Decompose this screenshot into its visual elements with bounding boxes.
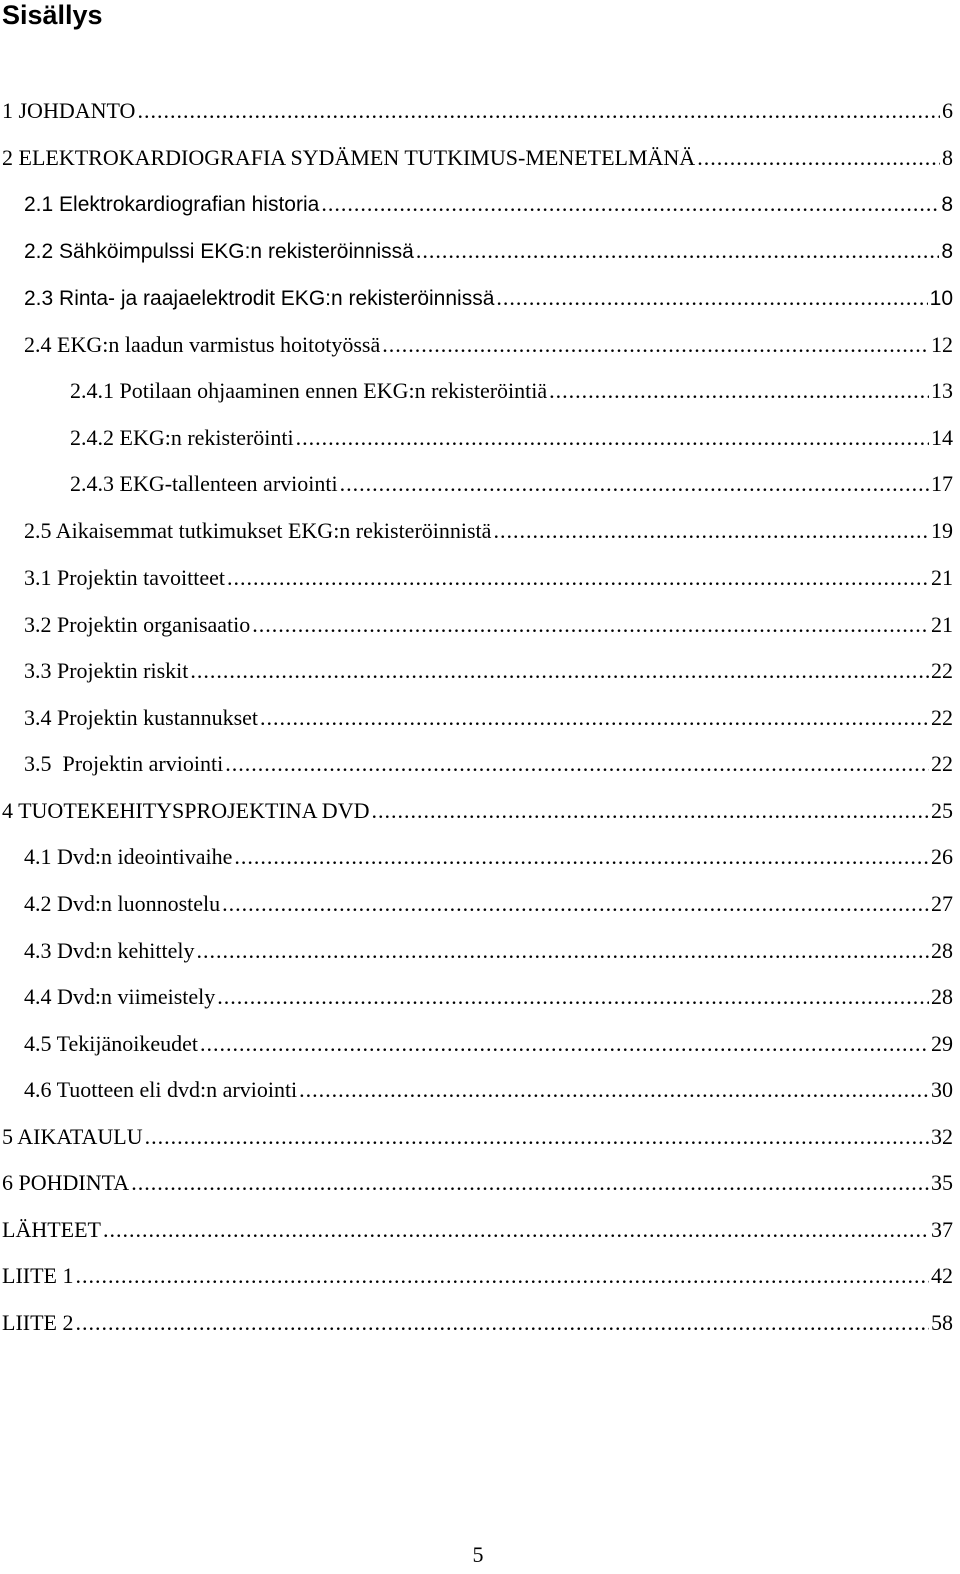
toc-entry-label: 3.2 Projektin organisaatio [24, 612, 251, 637]
toc-entry-page: 26 [931, 844, 953, 869]
toc-entry[interactable] [0, 564, 953, 592]
toc-entry-page: 42 [931, 1263, 953, 1288]
toc-entry-page: 21 [931, 612, 953, 637]
toc-entry-page: 35 [931, 1170, 953, 1195]
toc-dot-leader [260, 704, 929, 732]
toc-entry-label: 2.5 Aikaisemmat tutkimukset EKG:n rekisteröinnistä [24, 518, 492, 543]
toc-entry-page: 21 [931, 565, 953, 590]
toc-dot-leader [382, 331, 929, 359]
toc-dot-leader [549, 377, 929, 405]
toc-dot-leader [137, 97, 940, 125]
toc-dot-leader [222, 890, 929, 918]
toc-entry-label: LIITE 1 [2, 1263, 74, 1288]
toc-entry-label: 4.2 Dvd:n luonnostelu [24, 891, 221, 916]
toc-entry-page: 30 [931, 1077, 953, 1102]
toc-title: Sisällys [2, 0, 103, 30]
toc-entry-page: 6 [942, 98, 953, 123]
toc-entry-page: 22 [931, 751, 953, 776]
toc-entry[interactable] [0, 1030, 953, 1058]
toc-dot-leader [217, 983, 929, 1011]
toc-entry-label: 3.4 Projektin kustannukset [24, 705, 259, 730]
toc-dot-leader [299, 1076, 929, 1104]
toc-entry-label: 4.3 Dvd:n kehittely [24, 938, 195, 963]
toc-entry-page: 27 [931, 891, 953, 916]
toc-entry-page: 32 [931, 1124, 953, 1149]
toc-entry-page: 14 [931, 425, 953, 450]
toc-entry-label: 3.1 Projektin tavoitteet [24, 565, 226, 590]
toc-entry[interactable] [0, 144, 953, 172]
toc-entry-label: 4 TUOTEKEHITYSPROJEKTINA DVD [2, 798, 370, 823]
toc-entry[interactable] [0, 470, 953, 498]
page-number: 5 [472, 1542, 484, 1567]
toc-entry-page: 19 [931, 518, 953, 543]
toc-entry-page: 17 [931, 471, 953, 496]
toc-entry-label: 2.4.3 EKG-tallenteen arviointi [70, 471, 338, 496]
toc-dot-leader [371, 797, 929, 825]
toc-dot-leader [131, 1169, 929, 1197]
toc-entry-page: 8 [941, 240, 953, 263]
toc-entry[interactable] [0, 284, 953, 313]
toc-entry[interactable] [0, 377, 953, 405]
toc-entry[interactable] [0, 1169, 953, 1197]
toc-entry[interactable] [0, 611, 953, 639]
toc-entry-page: 8 [941, 193, 953, 216]
toc-dot-leader [321, 190, 939, 218]
toc-entry[interactable] [0, 937, 953, 965]
toc-entry-page: 10 [929, 287, 953, 310]
toc-dot-leader [103, 1216, 929, 1244]
toc-dot-leader [234, 843, 929, 871]
toc-entry-label: 5 AIKATAULU [2, 1124, 143, 1149]
toc-entry[interactable] [0, 750, 953, 778]
toc-entry-page: 22 [931, 705, 953, 730]
toc-entry[interactable] [0, 657, 953, 685]
toc-entry-label: 4.5 Tekijänoikeudet [24, 1031, 199, 1056]
toc-entry-label: 4.4 Dvd:n viimeistely [24, 984, 216, 1009]
toc-entry[interactable] [0, 97, 953, 125]
toc-entry-label: 2.2 Sähköimpulssi EKG:n rekisteröinnissä [24, 240, 414, 263]
toc-entry-label: 6 POHDINTA [2, 1170, 130, 1195]
toc-entry-page: 28 [931, 984, 953, 1009]
toc-dot-leader [75, 1309, 929, 1337]
toc-entry-page: 28 [931, 938, 953, 963]
toc-dot-leader [697, 144, 940, 172]
toc-dot-leader [75, 1262, 929, 1290]
toc-entry-page: 13 [931, 378, 953, 403]
toc-entry[interactable] [0, 331, 953, 359]
toc-dot-leader [190, 657, 929, 685]
toc-entry-page: 29 [931, 1031, 953, 1056]
toc-entry[interactable] [0, 190, 953, 219]
toc-dot-leader [200, 1030, 929, 1058]
toc-entry[interactable] [0, 890, 953, 918]
toc-entry-label: 1 JOHDANTO [2, 98, 136, 123]
toc-entry-label: 3.3 Projektin riskit [24, 658, 189, 683]
toc-entry-label: 3.5 Projektin arviointi [24, 751, 224, 776]
toc-entry-label: LIITE 2 [2, 1310, 74, 1335]
toc-entry[interactable] [0, 1216, 953, 1244]
toc-dot-leader [252, 611, 929, 639]
toc-entry-label: 2.3 Rinta- ja raajaelektrodit EKG:n rekisteröinnissä [24, 287, 495, 310]
toc-entry-page: 22 [931, 658, 953, 683]
toc-entry-label: 2 ELEKTROKARDIOGRAFIA SYDÄMEN TUTKIMUS-MENETELMÄNÄ [2, 145, 696, 170]
toc-entry-label: 2.4.2 EKG:n rekisteröinti [70, 425, 294, 450]
toc-entry[interactable] [0, 237, 953, 266]
toc-entry-label: 2.1 Elektrokardiografian historia [24, 193, 320, 216]
toc-dot-leader [196, 937, 929, 965]
toc-dot-leader [496, 284, 927, 312]
toc-entry-label: 4.6 Tuotteen eli dvd:n arviointi [24, 1077, 298, 1102]
toc-dot-leader [227, 564, 929, 592]
toc-entry-label: 2.4.1 Potilaan ohjaaminen ennen EKG:n rekisteröintiä [70, 378, 548, 403]
toc-dot-leader [225, 750, 929, 778]
toc-entry[interactable] [0, 1262, 953, 1290]
toc-entry[interactable] [0, 517, 953, 545]
toc-dot-leader [145, 1123, 929, 1151]
toc-entry[interactable] [0, 843, 953, 871]
toc-entry[interactable] [0, 704, 953, 732]
toc-entry[interactable] [0, 983, 953, 1011]
toc-entry-page: 8 [942, 145, 953, 170]
toc-entry-page: 37 [931, 1217, 953, 1242]
toc-entry-page: 58 [931, 1310, 953, 1335]
toc-entry-label: 2.4 EKG:n laadun varmistus hoitotyössä [24, 332, 381, 357]
toc-entry[interactable] [0, 797, 953, 825]
toc-entry[interactable] [0, 1076, 953, 1104]
toc-entry-page: 12 [931, 332, 953, 357]
toc-entry[interactable] [0, 1123, 953, 1151]
toc-dot-leader [416, 237, 939, 265]
toc-dot-leader [493, 517, 929, 545]
toc-entry-label: LÄHTEET [2, 1217, 101, 1242]
toc-dot-leader [340, 470, 929, 498]
toc-entry-page: 25 [931, 798, 953, 823]
toc-entry[interactable] [0, 1309, 953, 1337]
toc-dot-leader [296, 424, 929, 452]
toc-entry[interactable] [0, 424, 953, 452]
toc-entry-label: 4.1 Dvd:n ideointivaihe [24, 844, 233, 869]
